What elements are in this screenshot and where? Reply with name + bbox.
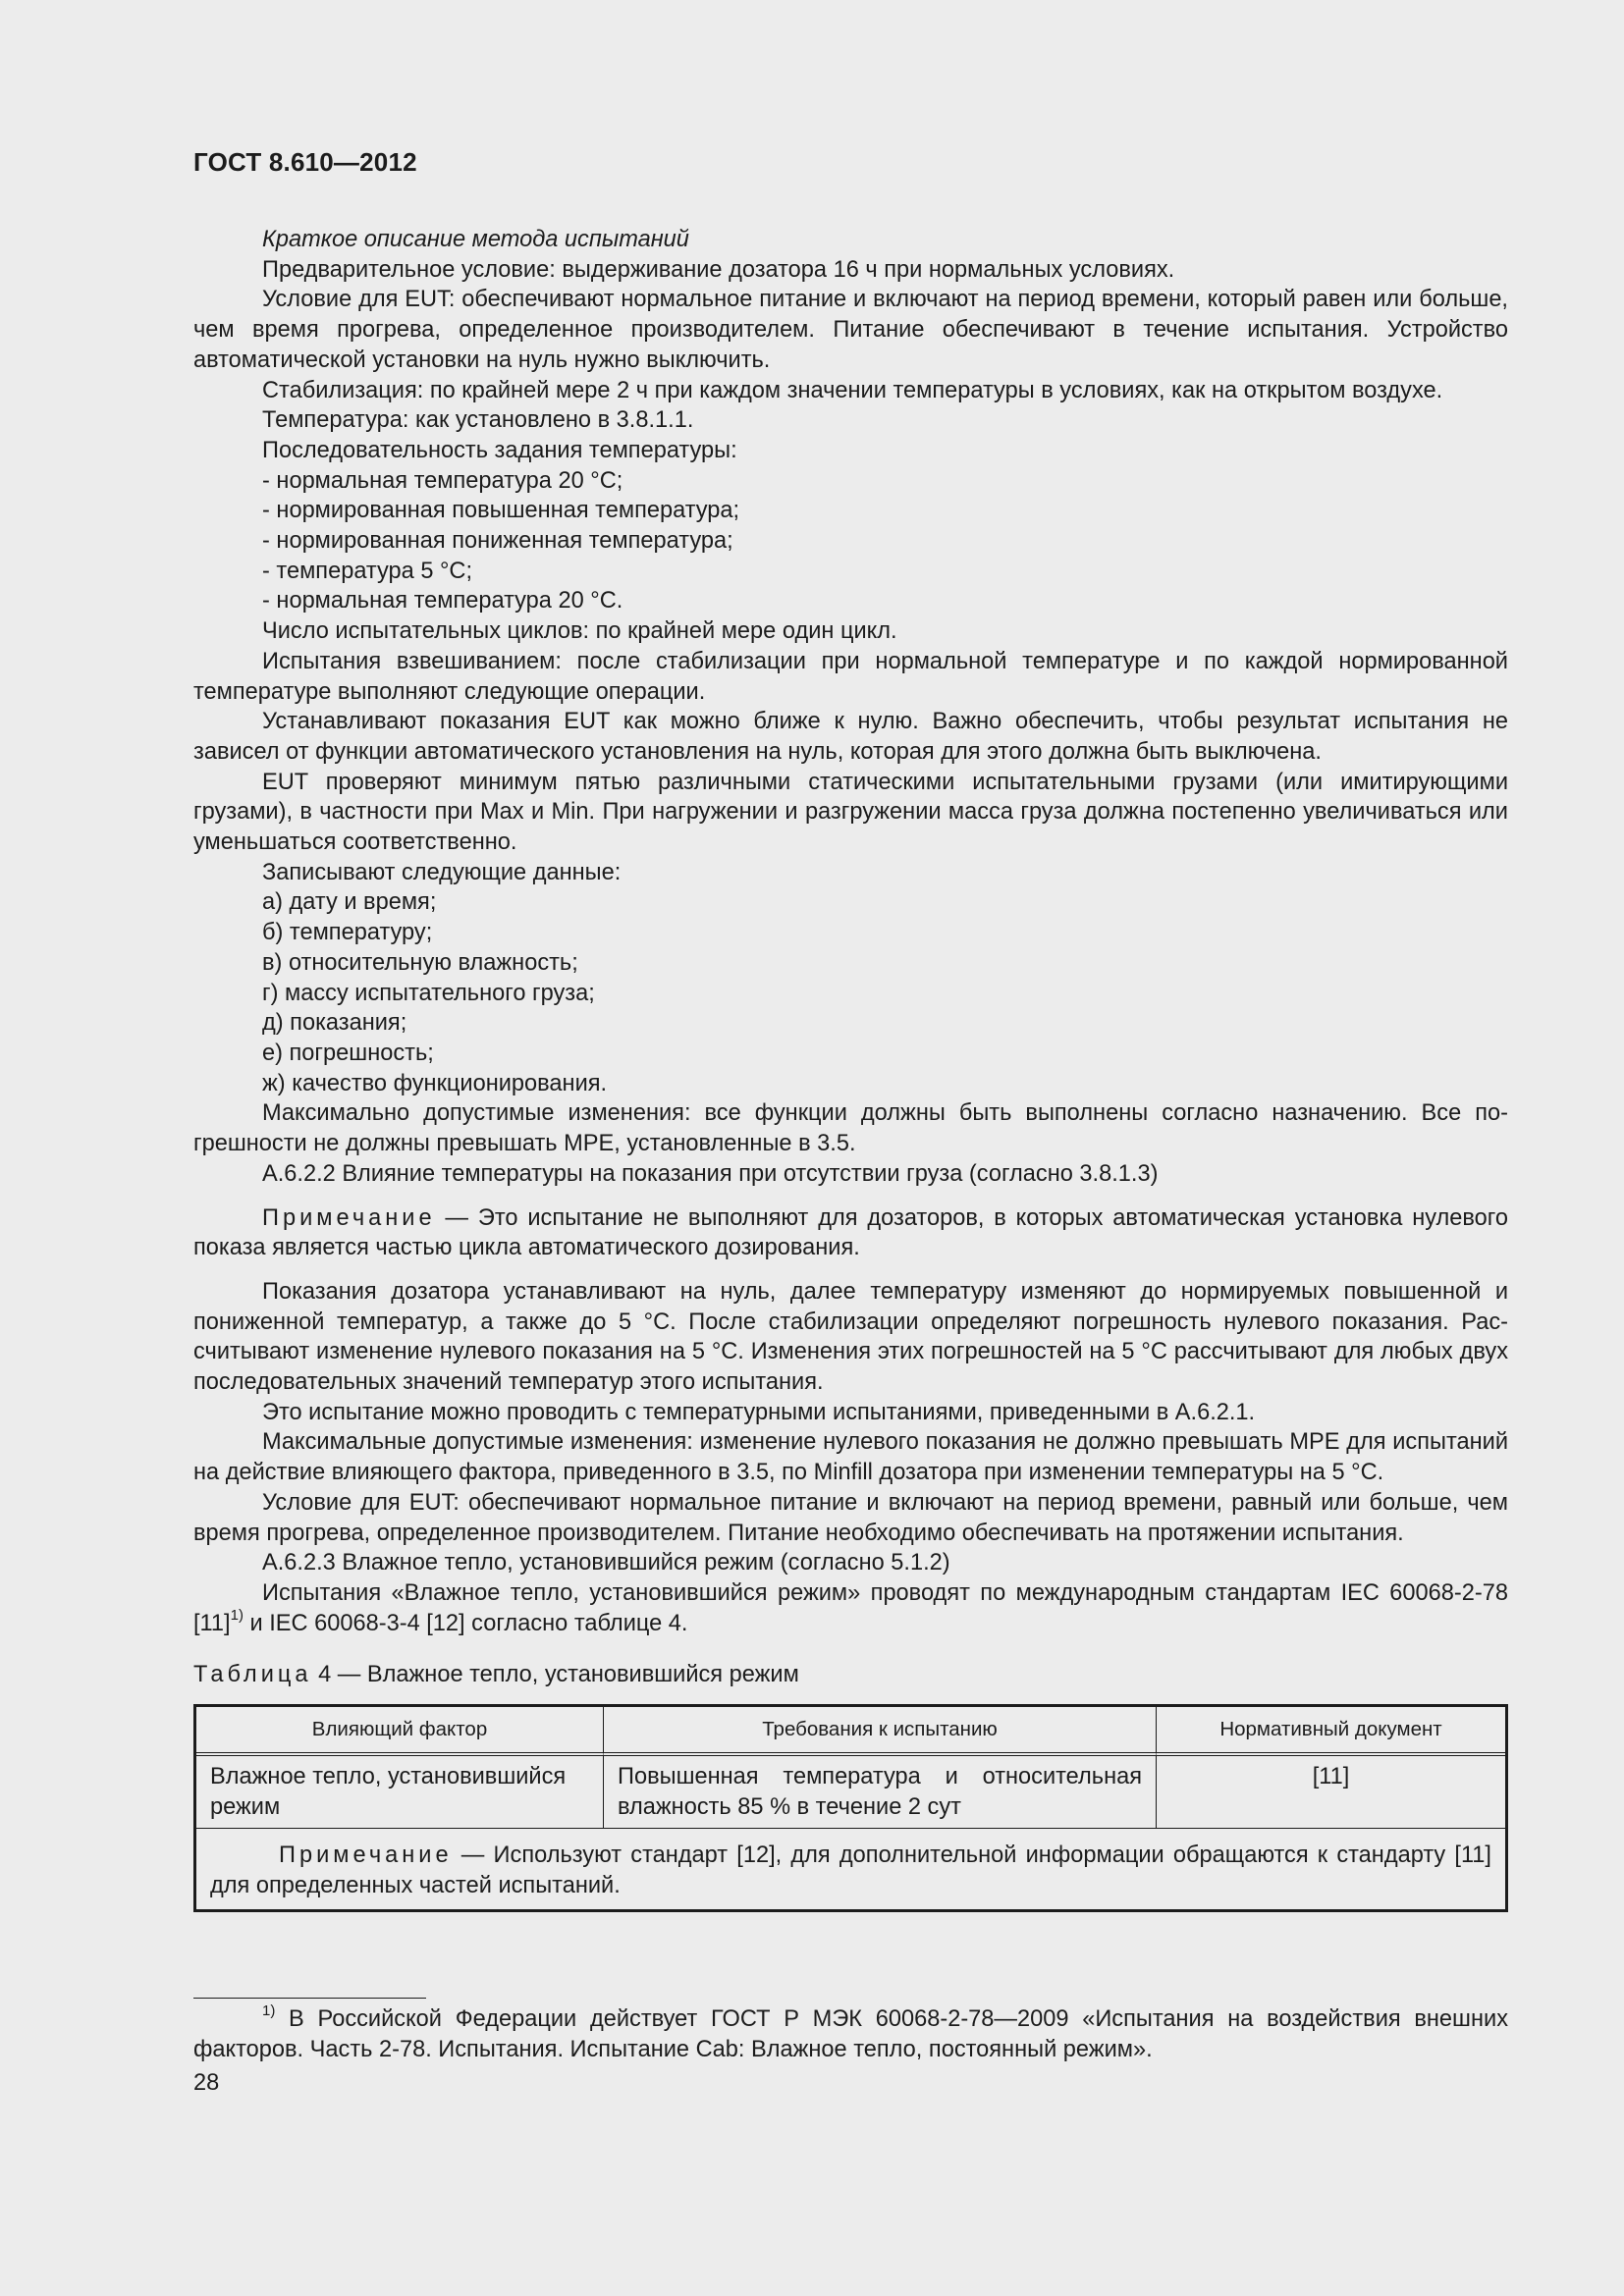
paragraph: Испытания взвешиванием: после стабилизации при нормальной температуре и по каждой нормированной температуре выполняют следующие операции. [193, 648, 1508, 705]
column-header: Нормативный документ [1157, 1707, 1505, 1756]
note-text: — Это испытание не выполняют для дозаторов, в которых автоматическая установка нулевого показа является частью цикла автоматического дозирования. [193, 1204, 1508, 1261]
table-note [196, 1829, 1505, 1908]
list-item: г) массу испытательного груза; [262, 980, 595, 1006]
note-label: Примечание [279, 1842, 453, 1869]
table-caption [193, 1660, 1508, 1690]
table-cell: [11] [1157, 1756, 1505, 1829]
table-cell: Повышенная температура и относительная влажность 85 % в течение 2 сут [604, 1756, 1157, 1829]
paragraph: Максимально допустимые изменения: все функции должны быть выполнены согласно назначению. Все погрешности не должны превышать МРЕ, установленные в 3.5. [193, 1100, 1508, 1157]
list-item: - нормальная температура 20 °С; [262, 467, 623, 494]
paragraph: Предварительное условие: выдерживание дозатора 16 ч при нормальных условиях. [262, 256, 1175, 283]
note-text: — Используют стандарт [12], для дополнительной информации обращаются к стандарту [11] для определенных частей испытаний. [210, 1842, 1491, 1899]
section-heading: Краткое описание метода испытаний [262, 227, 689, 252]
page-number: 28 [193, 2070, 220, 2096]
note [193, 1203, 1508, 1263]
table-note-row [196, 1829, 1505, 1908]
footnote-mark: 1) [262, 2002, 276, 2020]
table-row [196, 1756, 1505, 1829]
paragraph: Температура: как установлено в 3.8.1.1. [262, 407, 694, 434]
paragraph: Условие для EUT: обеспечивают нормальное питание и включают на период времени, который равен или больше, чем время прогрева, определенное производителем. Питание обеспечивают в течение испытания. Устройство автоматической установки на нуль нужно выключить. [193, 287, 1508, 373]
list-item: а) дату и время; [262, 889, 437, 916]
paragraph: Устанавливают показания EUT как можно ближе к нулю. Важно обеспечить, чтобы результат испытания не зависел от функции автоматического установления на нуль, которая для этого должна быть выключена. [193, 709, 1508, 765]
column-header: Требования к испытанию [604, 1707, 1157, 1756]
subsection-heading: А.6.2.3 Влажное тепло, установившийся режим (согласно 5.1.2) [262, 1550, 950, 1576]
paragraph: Испытания «Влажное тепло, установившийся режим» проводят по международным стандартам IEC 60068-2-78 $[11]^{1)}$ и IEC 60068-3-4 [12] согласно таблице 4. [193, 1579, 1508, 1636]
list-item: - нормированная пониженная температура; [262, 528, 733, 555]
document-body [193, 225, 1508, 1912]
document-code-header: ГОСТ 8.610—2012 [193, 147, 417, 177]
table-4 [193, 1704, 1508, 1912]
paragraph: Число испытательных циклов: по крайней мере один цикл. [262, 618, 897, 645]
paragraph: Записывают следующие данные: [262, 859, 622, 885]
footnote-ref: 1) [230, 1606, 244, 1624]
paragraph: Последовательность задания температуры: [262, 437, 737, 463]
paragraph: Показания дозатора устанавливают на нуль, далее температуру изменяют до нормируемых повышенной и пониженной температур, а также до 5 °С. После стабилизации определяют погрешность нулевого показания. Рассчитывают изменение нулевого показания на 5 °С. Изменения этих погрешностей на 5 °С рассчитывают для любых двух последовательных значений температур этого испытания. [193, 1278, 1508, 1396]
list-item: е) погрешность; [262, 1040, 434, 1066]
paragraph: Это испытание можно проводить с температурными испытаниями, приведенными в А.6.2.1. [262, 1399, 1256, 1425]
table-caption-label: Таблица [193, 1662, 312, 1688]
list-item: д) показания; [262, 1010, 407, 1037]
list-item: - нормированная повышенная температура; [262, 498, 740, 524]
paragraph: Стабилизация: по крайней мере 2 ч при каждом значении температуры в условиях, как на открытом воздухе. [262, 377, 1443, 403]
footnote-divider [193, 1998, 426, 1999]
table-caption-text: 4 — Влажное тепло, установившийся режим [311, 1662, 799, 1688]
subsection-heading: А.6.2.2 Влияние температуры на показания при отсутствии груза (согласно 3.8.1.3) [262, 1160, 1159, 1187]
column-header: Влияющий фактор [196, 1707, 604, 1756]
note-label: Примечание [262, 1204, 436, 1231]
list-item: - температура 5 °С; [262, 558, 473, 584]
paragraph: Максимальные допустимые изменения: изменение нулевого показания не должно превышать МРЕ для испытаний на действие влияющего фактора, приведенного в 3.5, по Minfill дозатора при изменении температуры на 5 °С. [193, 1429, 1508, 1486]
list-item: в) относительную влажность; [262, 949, 578, 976]
list-item: ж) качество функционирования. [262, 1070, 608, 1096]
footnote-text: В Российской Федерации действует ГОСТ Р МЭК 60068-2-78—2009 «Испытания на воздействия внешних факторов. Часть 2-78. Испытания. Испытание Cab: Влажное тепло, постоянный режим». [193, 2006, 1508, 2062]
footnote [193, 2004, 1508, 2064]
list-item: - нормальная температура 20 °С. [262, 588, 623, 614]
paragraph: EUT проверяют минимум пятью различными статическими испытательными грузами (или имитирующими грузами), в частности при Max и Min. При нагружении и разгружении масса груза должна постепенно увеличиваться или уменьшаться соответственно. [193, 769, 1508, 856]
paragraph: Условие для EUT: обеспечивают нормальное питание и включают на период времени, равный или больше, чем время прогрева, определенное производителем. Питание необходимо обеспечивать на протяжении испытания. [193, 1489, 1508, 1546]
list-item: б) температуру; [262, 920, 433, 946]
table-header-row [196, 1707, 1505, 1756]
table-cell: Влажное тепло, установившийся режим [196, 1756, 604, 1829]
